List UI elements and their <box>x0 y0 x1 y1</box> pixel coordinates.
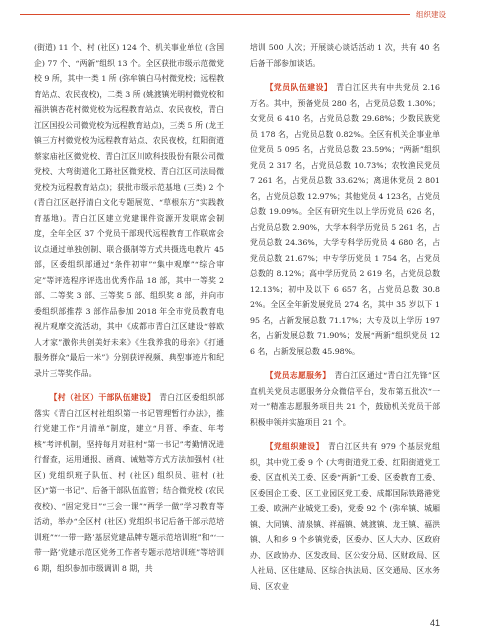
section-body: 青白江区共有 979 个基层党组织，其中党工委 9 个 (大弯街道党工委、红阳街道党工委、区直机关工委、区委“两新”工委、区委教育工委、区委国企工委、区工业园区党工委、成都国际铁路港党工委、欧洲产业城党工委)，党委 92 个 (弥牟镇、城厢镇、大同镇、清泉镇、祥福镇、姚渡镇、龙王镇、福洪镇、人和乡 9 个乡镇党委，区委办、区人大办、区政府办、区政协办、区发改局、区公安分局、区财政局、区人社局、区住建局、区综合执法局、区交通局、区水务局、区农业 <box>250 442 440 591</box>
section-heading: 【村（社区）干部队伍建设】 <box>49 393 156 402</box>
section-heading: 【党组织建设】 <box>265 442 324 451</box>
section-tag: 组织建设 <box>410 9 452 20</box>
section-village-cadres <box>34 390 224 576</box>
header-rule <box>20 14 420 15</box>
left-column <box>34 40 224 585</box>
section-body: 青白江区共有中共党员 2.16 万名。其中，预备党员 280 名，占党员总数 1.30%；女党员 6 410 名，占党员总数 29.68%；少数民族党员 178 名，占党员总数 0.82%。全区有机关企事业单位党员 5 095 名，占党员总数 23.59%；“两新”组织党员 2 317 名，占党员总数 10.73%；农牧渔民党员 7 261 名，占党员总数 33.62%；离退休党员 2 801 名，占党员总数 12.97%；其他党员 4 123名，占党员总数 19.09%。全区有研究生以上学历党员 626 名，占党员总数 2.90%，大学本科学历党员 5 261 名，占党员总数 24.36%，大学专科学历党员 4 680 名，占党员总数 21.67%；中专学历党员 1 754 名，占党员总数的 8.12%；高中学历党员 2 619 名，占党员总数 12.13%；初中及以下 6 657 名，占党员总数 30.82%。全区全年新发展党员 274 名，其中 35 岁以下 195 名，占新发展总数 71.17%；大专及以上学历 197 名，占新发展总数 71.90%；发展“两新”组织党员 126 名，占新发展总数 45.98%。 <box>250 83 441 356</box>
section-body: 青白江区通过“青白江先锋”区直机关党员志愿服务分众微信平台，发布第五批次“一对一”精准志愿服务项目共 21 个，鼓励机关党员干部积极申领并实施项目 21 个。 <box>250 371 441 427</box>
paragraph-continuation: 培训 500 人次；开展谈心谈话活动 1 次，共有 40 名后备干部参加谈话。 <box>250 43 440 68</box>
right-column <box>250 40 440 603</box>
section-volunteer-service <box>250 368 440 430</box>
section-party-organization <box>250 439 440 594</box>
paragraph-education-sites: (街道) 11 个、村 (社区) 124 个、机关事业单位 (含国企) 77 个、“两新”组织 13 个。全区获批市级示范微党校 9 所，其中一类 1 所 (弥牟镇白马村微党校；远程教育站点、农民夜校)，二类 3 所 (姚渡镇光明村微党校和福洪镇杏花村微党校为远程教育站点、农民夜校，青白江区国投公司微党校为远程教育站点)，三类 5 所 (龙王镇三方村微党校为远程教育站点、农民夜校，红阳街道蔡家庙社区微党校、青白江区川欧科技股份有限公司微党校、大弯街道化工路社区微党校、青白江区司法局微党校为远程教育站点)；获批市级示范基地 (三类) 2 个 (青白江区赵抒清白文化专题展览、“草根东方”实践教育基地)。青白江区建立党建课件资源开发联席会制度，全年全区 37 个党员干部现代远程教育工作联席会议点通过单独创制、联合摄制等方式共摄选电教片 45 部，区委组织部通过“条件初审”“集中观摩”“综合审定”等评选程序评选出优秀作品 18 部，其中一等奖 2 部、二等奖 3 部、三等奖 5 部、组织奖 8 部，并向市委组织部推荐 3 部作品参加 2018 年全市党员教育电视片观摩交流活动，其中《成都市青白江区建设“蓉欧人才家”激你共创美好未来》《生我养我的母亲》《打通服务群众“最后一米”》分别获评视频、典型事迹片和纪录片三等奖作品。 <box>34 43 225 378</box>
section-heading: 【党员志愿服务】 <box>265 371 331 380</box>
page-header <box>0 0 480 30</box>
page-number: 41 <box>429 618 440 628</box>
section-body: 青白江区委组织部落实《青白江区村社组织第一书记管理暂行办法》，推行党建工作“月清单”制度，建立“月晋、季查、年考核”考评机制，坚持每月对驻村“第一书记”考勤情况进行督查，运用通报、函商、诫勉等方式方法加强村 (社区) 党组织班子队伍、村 (社区) 组织员、驻村 (社区)“第一书记”、后备干部队伍监管；结合微党校 (农民夜校)、“固定党日”“三会一课”“两学一做”学习教育等活动，举办“全区村 (社区) 党组织书记后备干部示范培训班”“‘一带一路’基层党建品牌专题示范培训班”和“‘一带一路’党建示范区党务工作者专题示范培训班”等培训 6 期，组织参加市级调训 8 期，共 <box>34 393 225 573</box>
section-heading: 【党员队伍建设】 <box>265 83 333 92</box>
section-party-members <box>250 80 440 359</box>
